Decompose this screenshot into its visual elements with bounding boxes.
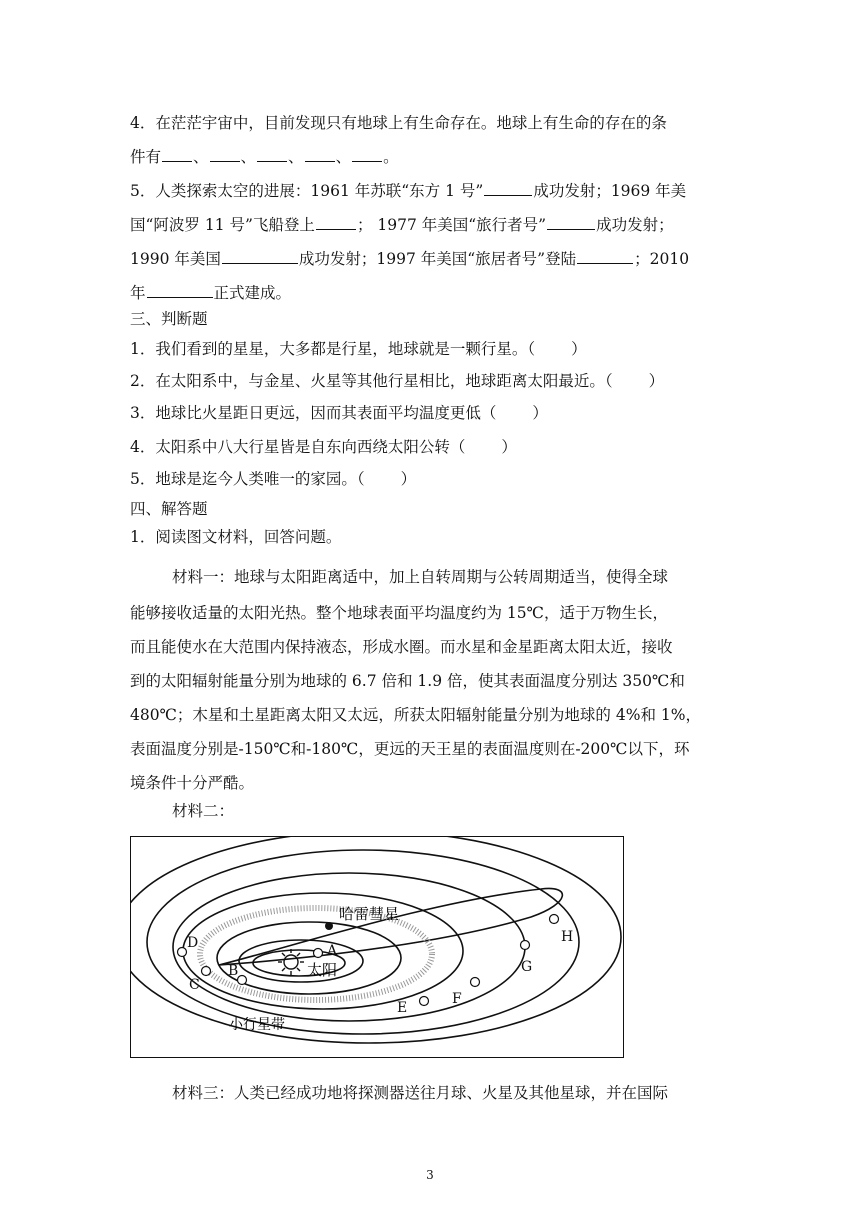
judge-item-1 (130, 338, 587, 360)
close-paren: ） (400, 470, 417, 488)
judge-item-2 (130, 370, 664, 392)
section3-title: 三、判断题 (130, 310, 208, 328)
planet-c (202, 967, 211, 976)
answer-blank[interactable] (484, 181, 532, 196)
close-paren: ） (648, 372, 665, 390)
judge-text: 5．地球是迄今人类唯一的家园。（ (130, 470, 365, 488)
sun-icon (278, 949, 304, 975)
q4-prefix: 件有 (130, 148, 162, 166)
q5-text: 1990 年美国 (130, 250, 221, 268)
answer-blank[interactable] (147, 283, 213, 298)
planet-b (238, 976, 247, 985)
q5-text: 国“阿波罗 11 号”飞船登上 (130, 216, 315, 234)
q5-text: 5．人类探索太空的进展：1961 年苏联“东方 1 号” (130, 182, 484, 200)
planet-label: F (452, 991, 462, 1007)
asteroid-belt-label: 小行星带 (229, 1017, 285, 1033)
q5-text: ；2010 (634, 250, 690, 268)
material1-line: 到的太阳辐射能量分别为地球的 6.7 倍和 1.9 倍，使其表面温度分别达 350℃和 (130, 672, 685, 690)
planet-a (314, 949, 323, 958)
planet-h (550, 915, 559, 924)
period: 。 (383, 148, 399, 166)
answer-blank[interactable] (352, 147, 382, 162)
planet-g (521, 941, 530, 950)
q5-text: 成功发射；1969 年美 (533, 182, 687, 200)
section4-title: 四、解答题 (130, 500, 208, 518)
judge-text: 1．我们看到的星星，大多都是行星，地球就是一颗行星。（ (130, 340, 536, 358)
q5-text: 成功发射；1997 年美国“旅居者号”登陆 (298, 250, 577, 268)
material2-label: 材料二： (172, 802, 235, 820)
planet-label: A (327, 943, 338, 959)
material1-line: 表面温度分别是-150℃和-180℃，更远的天王星的表面温度则在-200℃以下，环 (130, 740, 690, 758)
orbit-g (131, 837, 621, 1043)
separator: 、 (335, 148, 352, 166)
planet-label: D (187, 935, 199, 951)
planet-label: C (189, 977, 200, 993)
material1-line: 而且能使水在大范围内保持液态，形成水圈。而水星和金星距离太阳太近，接收 (130, 638, 673, 656)
planet-label: G (521, 959, 533, 975)
judge-item-4 (130, 436, 517, 458)
planet-label: B (228, 963, 239, 979)
planet-f (471, 978, 480, 987)
separator: 、 (288, 148, 304, 166)
q4-line1: 4．在茫茫宇宙中，目前发现只有地球上有生命存在。地球上有生命的存在的条 (130, 114, 667, 132)
q5-text: 正式建成。 (213, 284, 292, 302)
separator: 、 (193, 148, 209, 166)
judge-text: 4．太阳系中八大行星皆是自东向西绕太阳公转（ (130, 438, 466, 456)
planet-d (178, 948, 187, 957)
q4-line2 (130, 146, 399, 168)
answer-blank[interactable] (257, 147, 287, 162)
material3-line: 材料三：人类已经成功地将探测器送往月球、火星及其他星球，并在国际 (172, 1084, 669, 1102)
separator: 、 (240, 148, 257, 166)
answer-blank[interactable] (210, 147, 240, 162)
q5-line1 (130, 180, 686, 202)
close-paren: ） (571, 340, 587, 358)
material1-line: 能够接收适量的太阳光热。整个地球表面平均温度约为 15℃，适于万物生长， (130, 604, 668, 622)
answer-blank[interactable] (162, 147, 192, 162)
q5-text: ； 1977 年美国“旅行者号” (356, 216, 547, 234)
material1-line: 材料一：地球与太阳距离适中，加上自转周期与公转周期适当，使得全球 (172, 568, 669, 586)
solar-system-figure (130, 836, 624, 1058)
answer-blank[interactable] (316, 215, 356, 230)
answer-blank[interactable] (222, 249, 298, 264)
answer-blank[interactable] (305, 147, 335, 162)
planet-label: H (561, 929, 574, 945)
judge-text: 3．地球比火星距日更远，因而其表面平均温度更低（ (130, 404, 497, 422)
close-paren: ） (532, 404, 548, 422)
material1-line: 480℃；木星和土星距离太阳又太远，所获太阳辐射能量分别为地球的 4%和 1%， (130, 706, 701, 724)
judge-item-3 (130, 402, 548, 424)
answer-blank[interactable] (577, 249, 633, 264)
comet-icon (325, 922, 333, 930)
q5-text: 成功发射； (596, 216, 674, 234)
judge-item-5 (130, 468, 416, 490)
comet-label: 哈雷彗星 (339, 905, 400, 923)
q5-line4 (130, 282, 291, 304)
close-paren: ） (501, 438, 517, 456)
planet-label: E (397, 1000, 408, 1016)
judge-text: 2．在太阳系中，与金星、火星等其他行星相比，地球距离太阳最近。（ (130, 372, 613, 390)
q5-line3 (130, 248, 689, 270)
solar-system-diagram (131, 837, 625, 1059)
page-number: 3 (426, 1168, 434, 1182)
planet-e (420, 997, 429, 1006)
answer-blank[interactable] (547, 215, 595, 230)
q1-prompt: 1．阅读图文材料，回答问题。 (130, 528, 342, 546)
material1-line: 境条件十分严酷。 (130, 774, 255, 792)
q5-line2 (130, 214, 674, 236)
sun-label: 太阳 (307, 961, 338, 979)
q5-text: 年 (130, 284, 146, 302)
